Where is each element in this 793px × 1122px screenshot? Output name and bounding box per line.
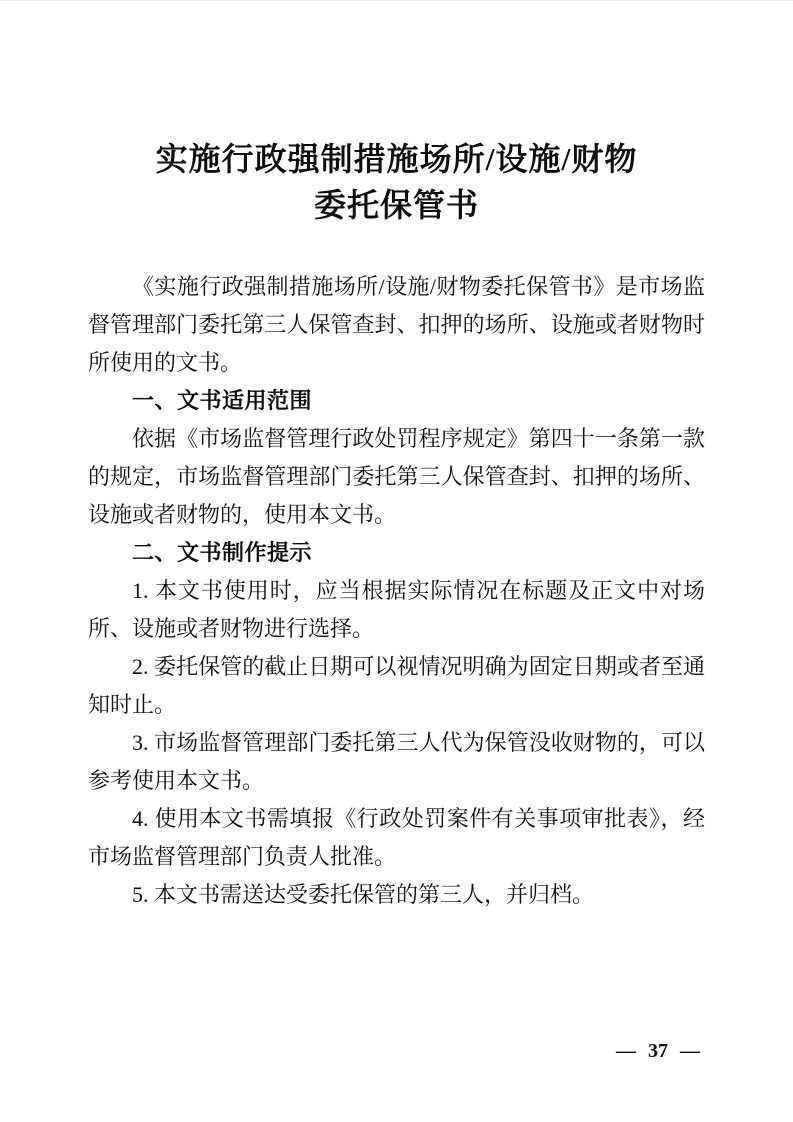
note-item-1: 1. 本文书使用时，应当根据实际情况在标题及正文中对场所、设施或者财物进行选择。 [88, 578, 705, 641]
document-body [0, 268, 793, 914]
document-title-line2: 委托保管书 [313, 187, 479, 223]
page-number-dash-left: — [616, 1040, 636, 1062]
note-item-5: 5. 本文书需送达受委托保管的第三人，并归档。 [132, 882, 595, 907]
section2-heading: 二、文书制作提示 [132, 540, 313, 565]
page-number-dash-right: — [680, 1040, 700, 1062]
note-item-3: 3. 市场监督管理部门委托第三人代为保管没收财物的，可以参考使用本文书。 [88, 730, 705, 793]
section1-heading: 一、文书适用范围 [132, 388, 313, 413]
note-item-4: 4. 使用本文书需填报《行政处罚案件有关事项审批表》，经市场监督管理部门负责人批准。 [88, 806, 705, 869]
page-number [616, 1040, 700, 1062]
intro-paragraph: 《实施行政强制措施场所/设施/财物委托保管书》是市场监督管理部门委托第三人保管查封、扣押的场所、设施或者财物时所使用的文书。 [88, 274, 705, 375]
note-item-2: 2. 委托保管的截止日期可以视情况明确为固定日期或者至通知时止。 [88, 654, 705, 717]
document-title [0, 1, 793, 228]
section1-body: 依据《市场监督管理行政处罚程序规定》第四十一条第一款的规定，市场监督管理部门委托第三人保管查封、扣押的场所、设施或者财物的，使用本文书。 [88, 426, 705, 527]
document-title-line1: 实施行政强制措施场所/设施/财物 [155, 141, 638, 177]
page-number-value: 37 [648, 1040, 668, 1062]
